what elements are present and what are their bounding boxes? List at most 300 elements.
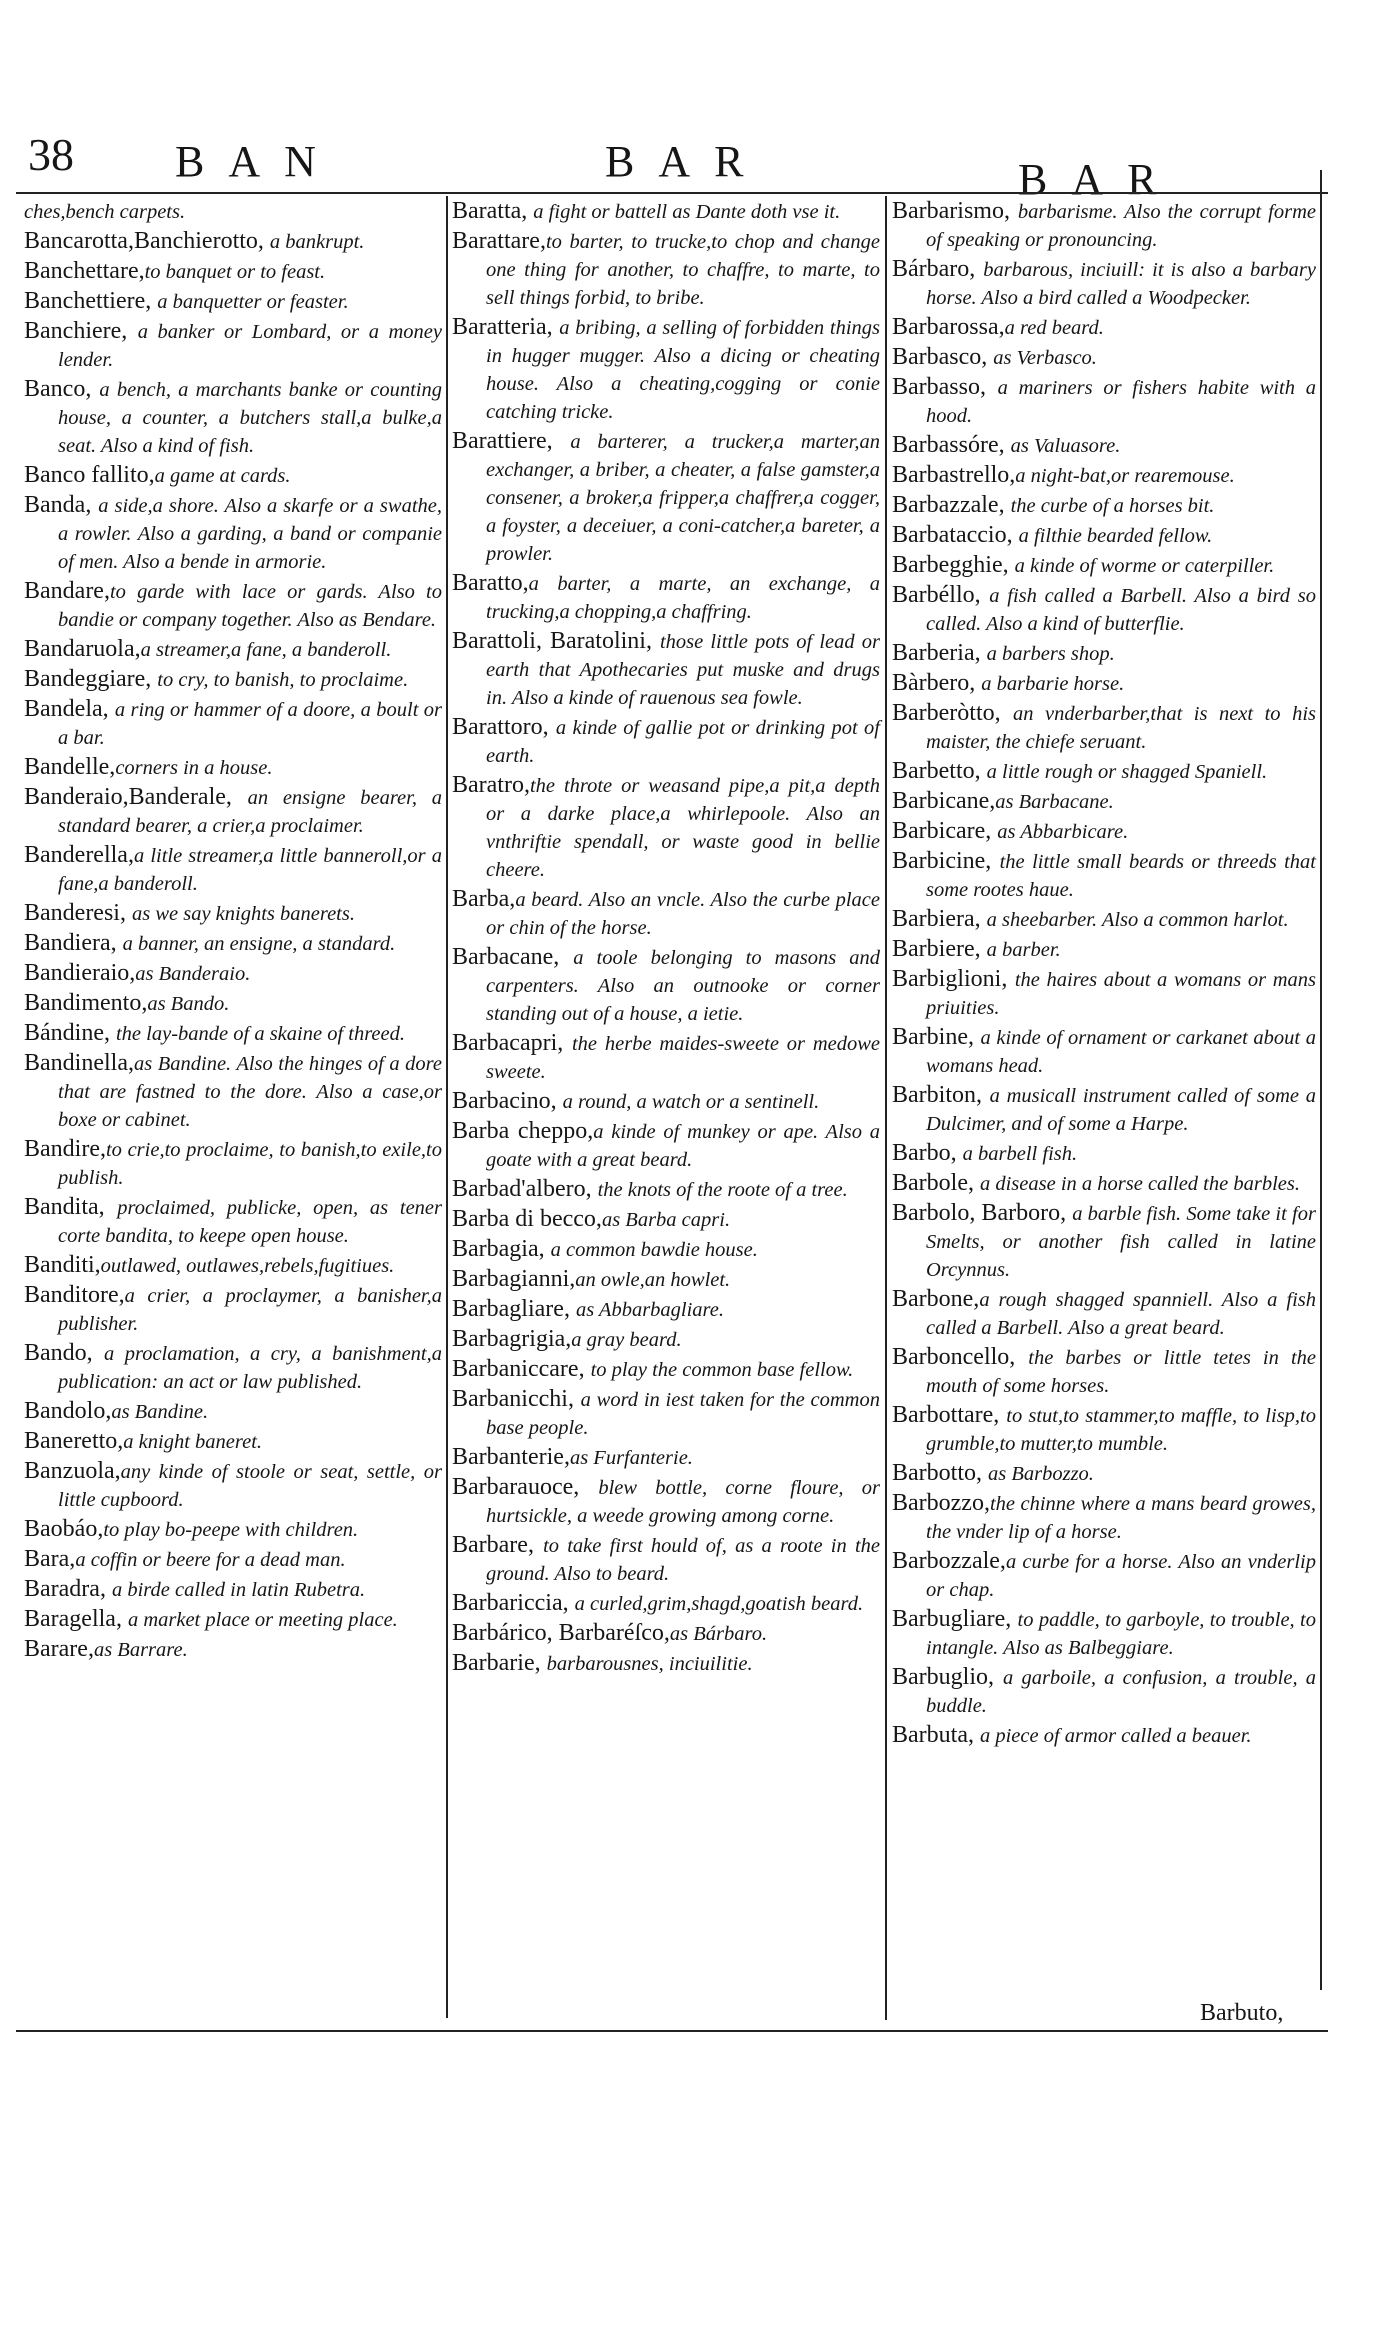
definition: to cry, to banish, to proclaime.	[157, 669, 409, 691]
headword: Barbiere,	[892, 936, 987, 962]
dictionary-entry	[452, 1236, 880, 1264]
headword: Barbariccia,	[452, 1590, 575, 1616]
dictionary-entry	[24, 960, 442, 988]
definition: blew bottle, corne floure, or hurtsickle, a weede growing among corne.	[486, 1477, 880, 1527]
definition: a market place or meeting place.	[127, 1609, 398, 1631]
headword: Banzuola,	[24, 1458, 121, 1484]
definition: the curbe of a horses bit.	[1010, 495, 1215, 517]
definition: ches,bench carpets.	[24, 201, 186, 223]
definition: as Bando.	[147, 993, 230, 1015]
headword: Bandieraio,	[24, 960, 136, 986]
definition: outlawed, outlawes,rebels,fugitiues.	[100, 1255, 395, 1277]
definition: barbarous, inciuill: it is also a barbary horse. Also a bird called a Woodpecker.	[926, 259, 1317, 309]
dictionary-entry	[892, 966, 1316, 1022]
headword: Bándine,	[24, 1020, 116, 1046]
definition: as Barbozzo.	[988, 1463, 1094, 1485]
definition: a toole belonging to masons and carpenters. Also an outnooke or corner standing out of a house, a ietie.	[486, 947, 881, 1025]
headword: Barbuta,	[892, 1722, 980, 1748]
definition: a kinde of worme or caterpiller.	[1014, 555, 1275, 577]
headword: Barattoro,	[452, 714, 556, 740]
definition: to garde with lace or gards. Also to bandie or company together. Also as Bendare.	[58, 581, 442, 631]
definition: a bribing, a selling of forbidden things in hugger mugger. Also a dicing or cheating house. Also a cheating,cogging or conie catching tricke.	[486, 317, 880, 423]
headword: Barbolo, Barboro,	[892, 1200, 1073, 1226]
headword: Barbacane,	[452, 944, 574, 970]
headword: Barbarismo,	[892, 198, 1018, 224]
definition: as Barbacane.	[995, 791, 1114, 813]
headword: Banditore,	[24, 1282, 125, 1308]
dictionary-entry	[24, 492, 442, 576]
definition: as Furfanterie.	[569, 1447, 693, 1469]
definition: a musicall instrument called of some a Dulcimer, and of some a Harpe.	[926, 1085, 1316, 1135]
dictionary-entry	[892, 492, 1316, 520]
dictionary-entry	[24, 636, 442, 664]
definition: those little pots of lead or earth that Apothecaries put muske and drugs in. Also a kinde of rauenous sea fowle.	[486, 631, 880, 709]
definition: a banner, an ensigne, a standard.	[122, 933, 396, 955]
headword: Banco,	[24, 376, 100, 402]
headword: Baobáo,	[24, 1516, 104, 1542]
definition: a barterer, a trucker,a marter,an exchanger, a briber, a cheater, a false gamster,a consener, a broker,a fripper,a chaffrer,a cogger, a foyster, a deceiuer, a coni-catcher,a bareter, a prowler.	[486, 431, 880, 565]
headword: Barbagia,	[452, 1236, 551, 1262]
headword: Bando,	[24, 1340, 105, 1366]
headword: Barbanicchi,	[452, 1386, 581, 1412]
definition: the throte or weasand pipe,a pit,a depth or a darke place,a whirlepoole. Also an vnthriftie spendall, or waste good in bellie cheere.	[486, 775, 880, 881]
headword: Barbéllo,	[892, 582, 990, 608]
dictionary-entry	[452, 1356, 880, 1384]
dictionary-entry	[452, 1176, 880, 1204]
dictionary-entry	[892, 1344, 1316, 1400]
headword: Banderesi,	[24, 900, 132, 926]
definition: a barter, a marte, an exchange, a trucking,a chopping,a chaffring.	[486, 573, 880, 623]
dictionary-entry	[452, 714, 880, 770]
dictionary-entry	[892, 640, 1316, 668]
definition: to take first hould of, as a roote in the ground. Also to beard.	[486, 1535, 880, 1585]
dictionary-entry	[892, 700, 1316, 756]
definition: corners in a house.	[115, 757, 273, 779]
headword: Barbárico, Barbaréſco,	[452, 1620, 670, 1646]
definition: a streamer,a fane, a banderoll.	[140, 639, 392, 661]
definition: the haires about a womans or mans priuities.	[926, 969, 1316, 1019]
definition: a barber.	[986, 939, 1061, 961]
dictionary-entry	[24, 1136, 442, 1192]
headword: Barbarie,	[452, 1650, 547, 1676]
definition: a birde called in latin Rubetra.	[111, 1579, 366, 1601]
definition: as Valuasore.	[1010, 435, 1121, 457]
headword: Bandire,	[24, 1136, 106, 1162]
definition: a litle streamer,a little banneroll,or a fane,a banderoll.	[58, 845, 442, 895]
headword: Barbicine,	[892, 848, 1000, 874]
definition: a barbell fish.	[962, 1143, 1078, 1165]
dictionary-entry	[892, 758, 1316, 786]
dictionary-entry	[892, 670, 1316, 698]
definition: barbarousnes, inciuilitie.	[546, 1653, 753, 1675]
dictionary-entry	[892, 1490, 1316, 1546]
definition: a game at cards.	[154, 465, 291, 487]
dictionary-entry	[24, 784, 442, 840]
definition: a round, a watch or a sentinell.	[562, 1091, 820, 1113]
headword: Bancarotta,Banchierotto,	[24, 228, 270, 254]
dictionary-entry	[892, 522, 1316, 550]
headword: Barbo,	[892, 1140, 963, 1166]
definition: a kinde of munkey or ape. Also a goate with a great beard.	[486, 1121, 881, 1171]
dictionary-entry	[24, 1428, 442, 1456]
dictionary-entry	[892, 1664, 1316, 1720]
definition: a gray beard.	[571, 1329, 682, 1351]
dictionary-entry	[24, 578, 442, 634]
definition: as Barba capri.	[601, 1209, 731, 1231]
headword: Barbuglio,	[892, 1664, 1004, 1690]
dictionary-entry	[24, 288, 442, 316]
definition: as Verbasco.	[993, 347, 1097, 369]
headword: Barbastrello,	[892, 462, 1016, 488]
headword: Barberòtto,	[892, 700, 1014, 726]
headword: Bandiera,	[24, 930, 123, 956]
dictionary-entry	[452, 1326, 880, 1354]
definition: the chinne where a mans beard growes, the vnder lip of a horse.	[926, 1493, 1316, 1543]
header-rule	[16, 192, 1328, 194]
definition: a ring or hammer of a doore, a boult or a bar.	[58, 699, 442, 749]
headword: Barba cheppo,	[452, 1118, 594, 1144]
dictionary-entry	[452, 628, 880, 712]
headword: Barattoli, Baratolini,	[452, 628, 660, 654]
definition: any kinde of stoole or seat, settle, or little cupboord.	[58, 1461, 442, 1511]
headword: Banderaio,Banderale,	[24, 784, 248, 810]
headword: Bandela,	[24, 696, 115, 722]
definition: the lay-bande of a skaine of threed.	[115, 1023, 405, 1045]
page-number: 38	[28, 129, 74, 180]
definition: a fight or battell as Dante doth vse it.	[533, 201, 841, 223]
headword: Barbataccio,	[892, 522, 1019, 548]
dictionary-entry	[892, 374, 1316, 430]
headword: Barbagliare,	[452, 1296, 576, 1322]
headword: Barbozzale,	[892, 1548, 1006, 1574]
definition: as Bandine.	[111, 1401, 209, 1423]
dictionary-entry	[892, 582, 1316, 638]
headword: Barbazzale,	[892, 492, 1011, 518]
dictionary-entry	[24, 1636, 442, 1664]
definition: a crier, a proclaymer, a banisher,a publisher.	[58, 1285, 442, 1335]
headword: Barbozzo,	[892, 1490, 990, 1516]
definition: the barbes or little tetes in the mouth of some horses.	[926, 1347, 1316, 1397]
definition: a side,a shore. Also a skarfe or a swathe, a rowler. Also a garding, a band or companie of men. Also a bende in armorie.	[58, 495, 442, 573]
dictionary-entry	[24, 318, 442, 374]
running-head-center: BAR	[605, 137, 768, 186]
definition: to banquet or to feast.	[144, 261, 326, 283]
definition: as Bárbaro.	[669, 1623, 768, 1645]
definition: a kinde of ornament or carkanet about a womans head.	[926, 1027, 1316, 1077]
definition: an owle,an howlet.	[575, 1269, 731, 1291]
headword: Barbarauoce,	[452, 1474, 599, 1500]
dictionary-entry	[452, 570, 880, 626]
headword: Barbiton,	[892, 1082, 990, 1108]
dictionary-entry	[452, 772, 880, 884]
headword: Banco fallito,	[24, 462, 155, 488]
dictionary-entry	[892, 788, 1316, 816]
dictionary-entry	[452, 1266, 880, 1294]
headword: Banditi,	[24, 1252, 101, 1278]
headword: Barbasco,	[892, 344, 994, 370]
definition: to play the common base fellow.	[590, 1359, 854, 1381]
dictionary-entry	[452, 1474, 880, 1530]
headword: Barbacino,	[452, 1088, 563, 1114]
definition: as Barrare.	[93, 1639, 188, 1661]
headword: Barba,	[452, 886, 516, 912]
dictionary-entry	[892, 906, 1316, 934]
definition: a barbers shop.	[986, 643, 1115, 665]
dictionary-entry	[892, 1548, 1316, 1604]
definition: a knight baneret.	[123, 1431, 263, 1453]
dictionary-entry	[892, 314, 1316, 342]
column-3	[892, 198, 1316, 1752]
catchword: Barbuto,	[1200, 2000, 1284, 2026]
definition: a fish called a Barbell. Also a bird so called. Also a kind of butterflie.	[926, 585, 1316, 635]
dictionary-entry	[24, 1516, 442, 1544]
definition: a bankrupt.	[269, 231, 365, 253]
definition: a coffin or beere for a dead man.	[75, 1549, 346, 1571]
definition: to stut,to stammer,to maffle, to lisp,to grumble,to mutter,to mumble.	[926, 1405, 1316, 1455]
definition: a rough shagged spanniell. Also a fish called a Barbell. Also a great beard.	[926, 1289, 1316, 1339]
headword: Bárbaro,	[892, 256, 984, 282]
dictionary-entry	[24, 900, 442, 928]
definition: a disease in a horse called the barbles.	[979, 1173, 1300, 1195]
definition: as Banderaio.	[135, 963, 251, 985]
column-1	[24, 198, 442, 1666]
headword: Barbasso,	[892, 374, 998, 400]
definition: a barble fish. Some take it for Smelts, or another fish called in latine Orcynnus.	[926, 1203, 1316, 1281]
dictionary-entry	[892, 1460, 1316, 1488]
dictionary-entry	[24, 376, 442, 460]
definition: an vnderbarber,that is next to his maister, the chiefe seruant.	[926, 703, 1316, 753]
dictionary-entry	[24, 1282, 442, 1338]
dictionary-entry	[24, 666, 442, 694]
dictionary-entry	[892, 1170, 1316, 1198]
dictionary-entry	[892, 1286, 1316, 1342]
headword: Barbagrigia,	[452, 1326, 572, 1352]
headword: Barboncello,	[892, 1344, 1029, 1370]
headword: Baratro,	[452, 772, 530, 798]
dictionary-entry	[452, 314, 880, 426]
dictionary-entry	[452, 1118, 880, 1174]
headword: Barbiera,	[892, 906, 987, 932]
dictionary-entry	[452, 1444, 880, 1472]
dictionary-entry	[452, 1620, 880, 1648]
definition: barbarisme. Also the corrupt forme of speaking or pronouncing.	[926, 201, 1316, 251]
dictionary-entry	[452, 944, 880, 1028]
headword: Barbine,	[892, 1024, 981, 1050]
headword: Barbassóre,	[892, 432, 1011, 458]
headword: Barbarossa,	[892, 314, 1005, 340]
definition: a banquetter or feaster.	[157, 291, 349, 313]
definition: a filthie bearded fellow.	[1018, 525, 1213, 547]
definition: a bench, a marchants banke or counting house, a counter, a butchers stall,a bulke,a seat. Also a kind of fish.	[58, 379, 442, 457]
dictionary-entry	[892, 818, 1316, 846]
headword: Bandaruola,	[24, 636, 141, 662]
dictionary-entry	[24, 1546, 442, 1574]
dictionary-entry	[24, 930, 442, 958]
headword: Barbicane,	[892, 788, 996, 814]
dictionary-entry	[24, 1252, 442, 1280]
dictionary-entry	[24, 1606, 442, 1634]
definition: to play bo-peepe with children.	[103, 1519, 359, 1541]
definition: a red beard.	[1004, 317, 1104, 339]
headword: Banchettare,	[24, 258, 145, 284]
dictionary-entry	[24, 1458, 442, 1514]
column-divider-1	[446, 196, 448, 2018]
dictionary-entry	[452, 1532, 880, 1588]
definition: a proclamation, a cry, a banishment,a publication: an act or law published.	[58, 1343, 442, 1393]
headword: Barbotto,	[892, 1460, 988, 1486]
dictionary-entry	[24, 1020, 442, 1048]
dictionary-entry	[452, 1650, 880, 1678]
dictionary-entry	[452, 228, 880, 312]
headword: Barbagianni,	[452, 1266, 576, 1292]
definition: a garboile, a confusion, a trouble, a buddle.	[926, 1667, 1316, 1717]
headword: Bandeggiare,	[24, 666, 158, 692]
headword: Banda,	[24, 492, 99, 518]
headword: Barbegghie,	[892, 552, 1015, 578]
definition: a word in iest taken for the common base people.	[486, 1389, 880, 1439]
dictionary-entry	[892, 1082, 1316, 1138]
right-border-rule	[1320, 170, 1322, 1990]
headword: Barberia,	[892, 640, 987, 666]
dictionary-entry	[452, 1590, 880, 1618]
definition: as Abbarbagliare.	[575, 1299, 725, 1321]
dictionary-entry	[24, 990, 442, 1018]
definition: as Bandine. Also the hinges of a dore that are fastned to the dore. Also a case,or boxe or cabinet.	[58, 1053, 442, 1131]
definition: to barter, to trucke,to chop and change one thing for another, to chaffre, to marte, to sell things forbid, to bribe.	[486, 231, 880, 309]
running-head-right: BAR	[1018, 155, 1181, 204]
dictionary-entry	[452, 886, 880, 942]
dictionary-entry	[24, 1576, 442, 1604]
definition: a banker or Lombard, or a money lender.	[58, 321, 442, 371]
definition: a curbe for a horse. Also an vnderlip or chap.	[926, 1551, 1316, 1601]
headword: Baneretto,	[24, 1428, 124, 1454]
definition: a night-bat,or rearemouse.	[1015, 465, 1235, 487]
headword: Bandolo,	[24, 1398, 112, 1424]
dictionary-entry	[892, 462, 1316, 490]
column-divider-2	[885, 196, 887, 2020]
dictionary-entry	[24, 754, 442, 782]
dictionary-entry	[892, 344, 1316, 372]
headword: Barattiere,	[452, 428, 571, 454]
definition: to paddle, to garboyle, to trouble, to intangle. Also as Balbeggiare.	[926, 1609, 1316, 1659]
headword: Barbugliare,	[892, 1606, 1018, 1632]
dictionary-entry	[452, 428, 880, 568]
definition: a mariners or fishers habite with a hood.	[926, 377, 1316, 427]
dictionary-entry	[892, 432, 1316, 460]
headword: Baradra,	[24, 1576, 112, 1602]
headword: Baratteria,	[452, 314, 560, 340]
definition: as we say knights banerets.	[131, 903, 355, 925]
headword: Barbole,	[892, 1170, 980, 1196]
headword: Banchiere,	[24, 318, 138, 344]
headword: Barbaniccare,	[452, 1356, 591, 1382]
running-head-left: BAN	[175, 137, 340, 186]
dictionary-entry	[24, 198, 442, 226]
dictionary-entry	[24, 1340, 442, 1396]
headword: Barba di becco,	[452, 1206, 602, 1232]
dictionary-entry	[24, 1050, 442, 1134]
definition: as Abbarbicare.	[997, 821, 1129, 843]
headword: Barbacapri,	[452, 1030, 572, 1056]
dictionary-entry	[24, 1398, 442, 1426]
definition: an ensigne bearer, a standard bearer, a crier,a proclaimer.	[58, 787, 442, 837]
dictionary-entry	[24, 462, 442, 490]
headword: Baragella,	[24, 1606, 128, 1632]
dictionary-entry	[892, 936, 1316, 964]
dictionary-entry	[892, 848, 1316, 904]
definition: a beard. Also an vncle. Also the curbe place or chin of the horse.	[486, 889, 880, 939]
headword: Bandimento,	[24, 990, 148, 1016]
definition: a curled,grim,shagd,goatish beard.	[574, 1593, 864, 1615]
headword: Barbottare,	[892, 1402, 1007, 1428]
definition: a little rough or shagged Spaniell.	[986, 761, 1268, 783]
headword: Barbone,	[892, 1286, 980, 1312]
dictionary-entry	[892, 552, 1316, 580]
definition: to crie,to proclaime, to banish,to exile,to publish.	[58, 1139, 442, 1189]
headword: Bandita,	[24, 1194, 118, 1220]
dictionary-entry	[24, 842, 442, 898]
definition: a kinde of gallie pot or drinking pot of earth.	[486, 717, 881, 767]
definition: the herbe maides-sweete or medowe sweete.	[486, 1033, 880, 1083]
headword: Barbanterie,	[452, 1444, 570, 1470]
definition: a common bawdie house.	[550, 1239, 758, 1261]
dictionary-entry	[892, 1722, 1316, 1750]
headword: Barbicare,	[892, 818, 998, 844]
headword: Baratto,	[452, 570, 529, 596]
headword: Bandare,	[24, 578, 110, 604]
headword: Banderella,	[24, 842, 134, 868]
headword: Baratta,	[452, 198, 534, 224]
dictionary-entry	[24, 258, 442, 286]
column-2	[452, 198, 880, 1680]
headword: Bandelle,	[24, 754, 116, 780]
dictionary-entry	[24, 696, 442, 752]
definition: the little small beards or threeds that some rootes haue.	[926, 851, 1317, 901]
dictionary-entry	[452, 198, 880, 226]
dictionary-entry	[452, 1386, 880, 1442]
headword: Barattare,	[452, 228, 546, 254]
dictionary-entry	[452, 1030, 880, 1086]
definition: a barbarie horse.	[981, 673, 1125, 695]
dictionary-entry	[24, 1194, 442, 1250]
headword: Barbetto,	[892, 758, 987, 784]
headword: Bandinella,	[24, 1050, 134, 1076]
dictionary-entry	[452, 1206, 880, 1234]
footer-rule	[16, 2030, 1328, 2032]
headword: Bàrbero,	[892, 670, 982, 696]
definition: the knots of the roote of a tree.	[597, 1179, 848, 1201]
definition: proclaimed, publicke, open, as tener corte bandita, to keepe open house.	[58, 1197, 442, 1247]
dictionary-entry	[24, 228, 442, 256]
definition: a piece of armor called a beauer.	[979, 1725, 1252, 1747]
dictionary-entry	[452, 1088, 880, 1116]
headword: Barare,	[24, 1636, 94, 1662]
definition: a sheebarber. Also a common harlot.	[986, 909, 1289, 931]
dictionary-entry	[892, 1024, 1316, 1080]
headword: Barbiglioni,	[892, 966, 1015, 992]
dictionary-entry	[892, 1140, 1316, 1168]
headword: Banchettiere,	[24, 288, 158, 314]
dictionary-entry	[892, 1606, 1316, 1662]
dictionary-entry	[892, 1200, 1316, 1284]
dictionary-entry	[892, 256, 1316, 312]
dictionary-entry	[892, 198, 1316, 254]
headword: Barbare,	[452, 1532, 544, 1558]
headword: Barbad'albero,	[452, 1176, 598, 1202]
headword: Bara,	[24, 1546, 76, 1572]
dictionary-entry	[452, 1296, 880, 1324]
dictionary-entry	[892, 1402, 1316, 1458]
